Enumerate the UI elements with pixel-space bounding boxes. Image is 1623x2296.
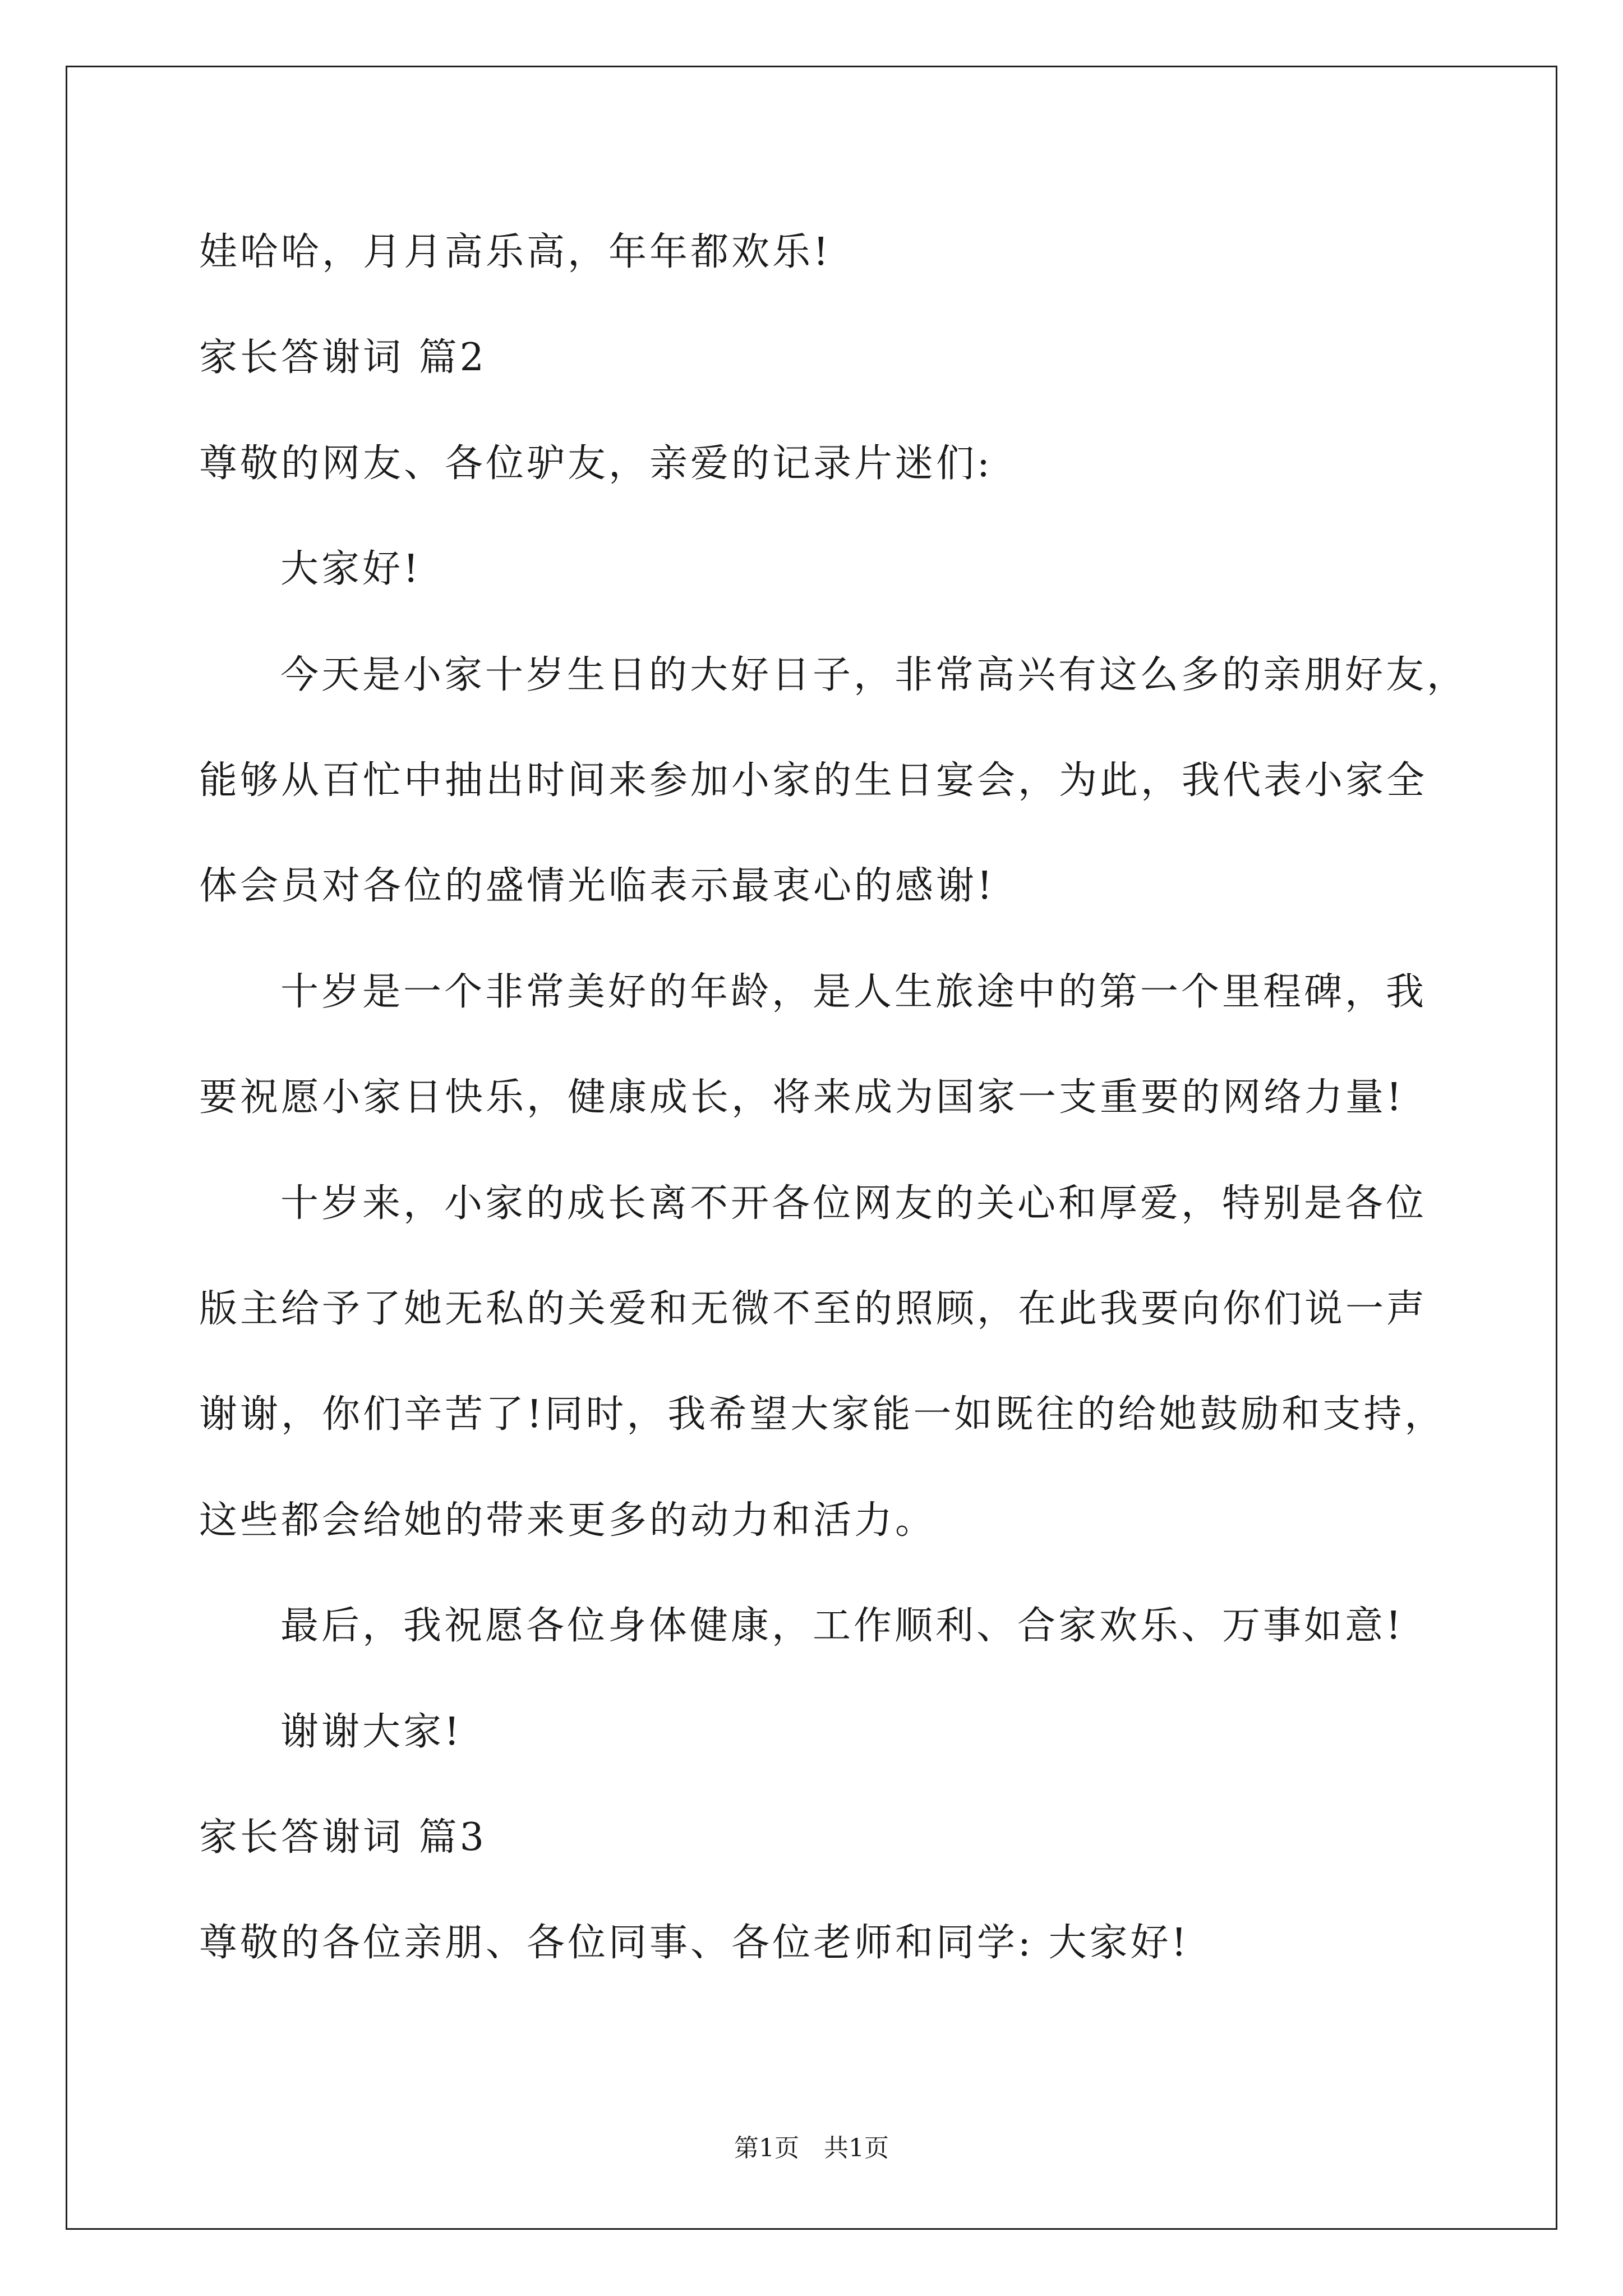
thanks-line: 谢谢大家! — [280, 1710, 463, 1754]
salutation-line-2: 尊敬的各位亲朋、各位同事、各位老师和同学: 大家好! — [199, 1921, 1189, 1965]
paragraph-3-line-3: 谢谢，你们辛苦了!同时，我希望大家能一如既往的给她鼓励和支持， — [199, 1392, 1446, 1437]
closing-wishes-line: 最后，我祝愿各位身体健康，工作顺利、合家欢乐、万事如意! — [280, 1604, 1404, 1648]
salutation-line: 尊敬的网友、各位驴友，亲爱的记录片迷们: — [199, 441, 993, 486]
paragraph-1-line-2: 能够从百忙中抽出时间来参加小家的生日宴会，为此，我代表小家全 — [199, 758, 1428, 803]
paragraph-1-line-3: 体会员对各位的盛情光临表示最衷心的感谢! — [199, 864, 995, 908]
text-line-1: 娃哈哈，月月高乐高，年年都欢乐! — [199, 230, 832, 274]
page-footer: 第1页 共1页 — [734, 2134, 889, 2162]
page-frame — [66, 66, 1557, 2230]
section-heading-3: 家长答谢词 篇3 — [199, 1815, 487, 1860]
paragraph-3-line-2: 版主给予了她无私的关爱和无微不至的照顾，在此我要向你们说一声 — [199, 1287, 1428, 1331]
paragraph-3-line-1: 十岁来，小家的成长离不开各位网友的关心和厚爱，特别是各位 — [280, 1181, 1427, 1226]
paragraph-2-line-1: 十岁是一个非常美好的年龄，是人生旅途中的第一个里程碑，我 — [280, 970, 1427, 1014]
greeting-line: 大家好! — [280, 547, 422, 591]
section-heading-2: 家长答谢词 篇2 — [199, 335, 487, 380]
paragraph-2-line-2: 要祝愿小家日快乐，健康成长，将来成为国家一支重要的网络力量! — [199, 1075, 1405, 1120]
paragraph-1-line-1: 今天是小家十岁生日的大好日子，非常高兴有这么多的亲朋好友， — [280, 653, 1468, 697]
paragraph-3-line-4: 这些都会给她的带来更多的动力和活力。 — [199, 1498, 937, 1543]
